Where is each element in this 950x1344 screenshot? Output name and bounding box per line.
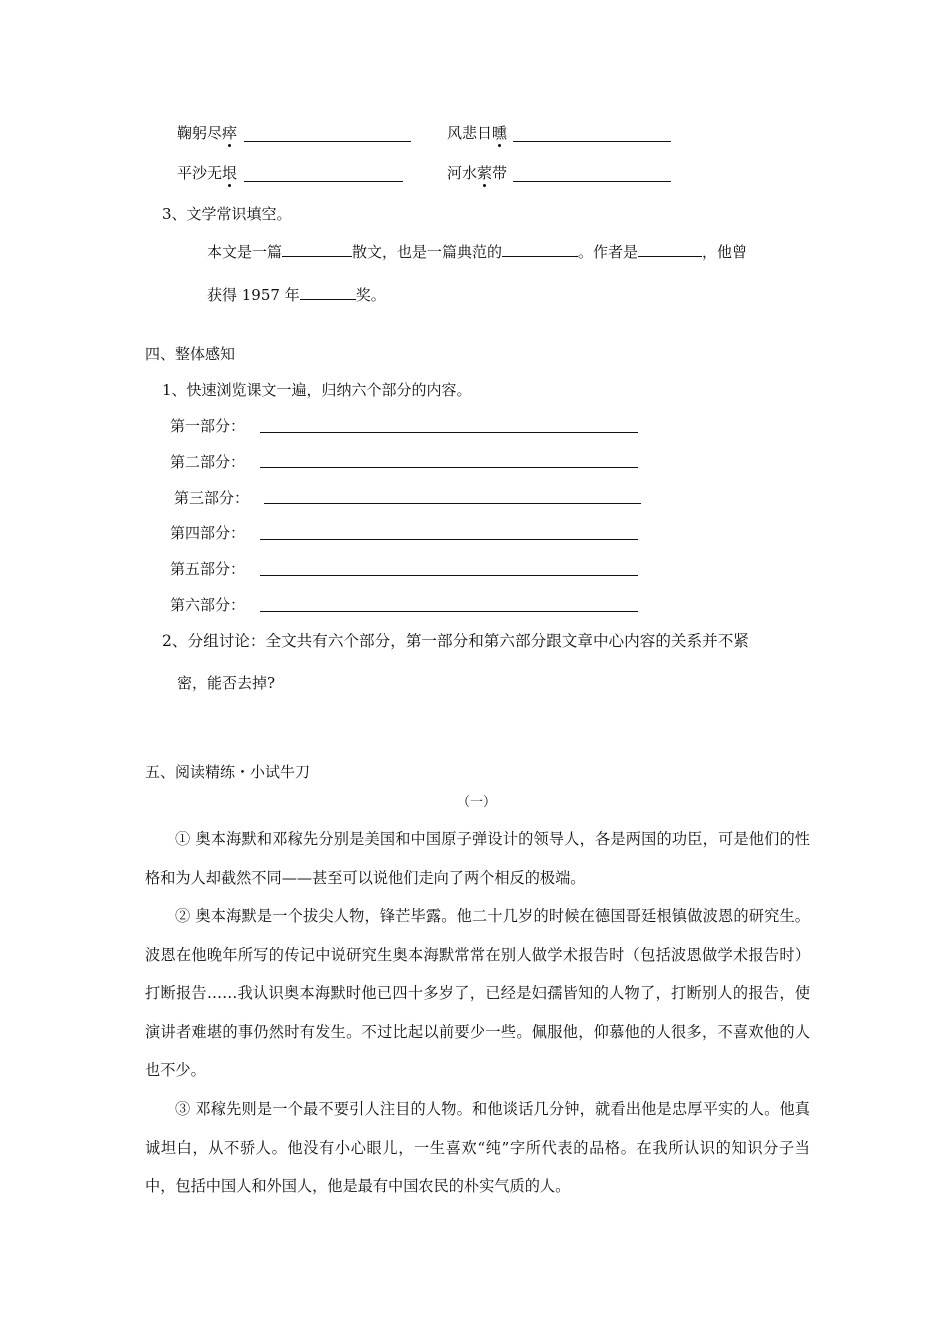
vocab-text: 河水 <box>447 164 478 182</box>
dotted-char: 曛 <box>492 124 508 142</box>
vocab-item-1 <box>177 123 237 143</box>
part-answer-line-4[interactable] <box>260 539 638 540</box>
passage-paragraph-3: ③ 邓稼先则是一个最不要引人注目的人物。和他谈话几分钟，就看出他是忠厚平实的人。他真诚坦白，从不骄人。他没有小心眼儿，一生喜欢“纯”字所代表的品格。在我所认识的知识分子当中，包括中国人和外国人，他是最有中国农民的朴实气质的人。 <box>145 1100 810 1195</box>
part-label-6: 第六部分： <box>170 596 246 614</box>
part-label-5: 第五部分： <box>170 560 246 578</box>
section4-q2-line2: 密，能否去掉? <box>177 674 276 692</box>
blank-type[interactable] <box>502 241 578 257</box>
q3-text: 本文是一篇 <box>207 243 283 261</box>
part-label-4: 第四部分： <box>170 524 246 542</box>
dotted-char: 萦 <box>477 164 493 182</box>
section4-q2-line1: 2、分组讨论：全文共有六个部分，第一部分和第六部分跟文章中心内容的关系并不紧 <box>162 632 749 650</box>
dotted-char: 瘁 <box>222 124 238 142</box>
vocab-item-4 <box>447 163 507 183</box>
q3-line2 <box>207 284 386 305</box>
dotted-char: 垠 <box>222 164 238 182</box>
section5-heading: 五、阅读精练・小试牛刀 <box>145 763 311 781</box>
section4-heading: 四、整体感知 <box>145 345 236 363</box>
vocab-item-3 <box>177 163 237 183</box>
q3-text: ，他曾 <box>702 243 748 261</box>
vocab-text: 风悲日 <box>447 124 493 142</box>
part-label-1: 第一部分： <box>170 417 246 435</box>
q3-line1 <box>207 241 747 262</box>
passage-paragraph-1: ① 奥本海默和邓稼先分别是美国和中国原子弹设计的领导人，各是两国的功臣，可是他们的性格和为人却截然不同——甚至可以说他们走向了两个相反的极端。 <box>145 830 810 887</box>
blank-award[interactable] <box>300 284 356 300</box>
q3-text: 散文，也是一篇典范的 <box>352 243 503 261</box>
vocab-text: 鞠躬尽 <box>177 124 223 142</box>
section4-q1: 1、快速浏览课文一遍，归纳六个部分的内容。 <box>162 381 472 399</box>
answer-line[interactable] <box>513 181 671 182</box>
part-answer-line-6[interactable] <box>260 611 638 612</box>
answer-line[interactable] <box>244 141 411 142</box>
part-answer-line-5[interactable] <box>260 575 638 576</box>
blank-author[interactable] <box>638 241 702 257</box>
part-answer-line-3[interactable] <box>264 503 641 504</box>
q3-title: 3、文学常识填空。 <box>162 205 292 223</box>
answer-line[interactable] <box>244 181 403 182</box>
q3-text: 。作者是 <box>578 243 639 261</box>
passage-paragraph-2: ② 奥本海默是一个拔尖人物，锋芒毕露。他二十几岁的时候在德国哥廷根镇做波恩的研究生。波恩在他晚年所写的传记中说研究生奥本海默常常在别人做学术报告时（包括波恩做学术报告时）打断报告……我认识奥本海默时他已四十多岁了，已经是妇孺皆知的人物了，打断别人的报告，使演讲者难堪的事仍然时有发生。不过比起以前要少一些。佩服他，仰慕他的人很多，不喜欢他的人也不少。 <box>145 907 810 1079</box>
vocab-text: 平沙无 <box>177 164 223 182</box>
part-label-2: 第二部分： <box>170 453 246 471</box>
part-answer-line-1[interactable] <box>260 432 638 433</box>
part-answer-line-2[interactable] <box>260 467 638 468</box>
passage-number: （一） <box>457 795 497 810</box>
q3-text: 获得 1957 年 <box>207 286 300 304</box>
vocab-text: 带 <box>492 164 508 182</box>
vocab-item-2 <box>447 123 507 143</box>
blank-genre[interactable] <box>282 241 352 257</box>
answer-line[interactable] <box>513 141 671 142</box>
part-label-3: 第三部分： <box>174 489 250 507</box>
q3-text: 奖。 <box>355 286 386 304</box>
